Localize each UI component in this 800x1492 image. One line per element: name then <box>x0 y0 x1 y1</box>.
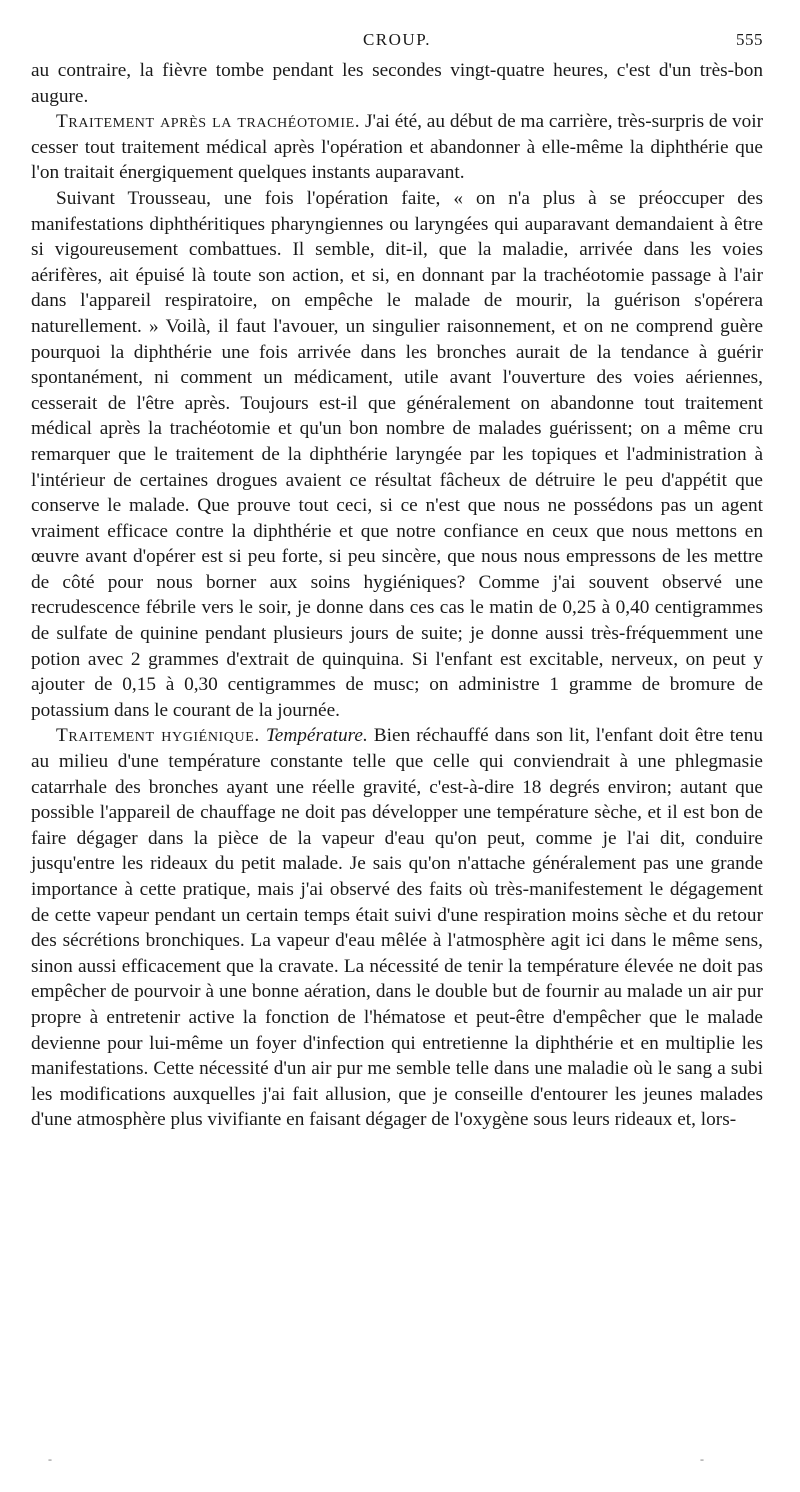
running-head <box>31 28 763 58</box>
paragraph-text: Bien réchauffé dans son lit, l'enfant doit être tenu au milieu d'une température constante telle que celle qui conviendrait à une phlegmasie catarrhale des bronches ayant une réelle gravité, c'est-à-dire 18 degrés environ; autant que possible l'appareil de chauffage ne doit pas développer une température sèche, et il est bon de faire dégager dans la pièce de la vapeur d'eau qu'on peut, comme je l'ai dit, conduire jusqu'entre les rideaux du petit malade. Je sais qu'on n'attache généralement pas une grande importance à cette pratique, mais j'ai observé des faits où très-manifestement le dégagement de cette vapeur pendant un certain temps était suivi d'une respiration moins sèche et du retour des sécrétions bronchiques. La vapeur d'eau mêlée à l'atmosphère agit ici dans le même sens, sinon aussi efficacement que la cravate. La nécessité de tenir la température élevée ne doit pas empêcher de pourvoir à une bonne aération, dans le double but de fournir au malade un air pur propre à entretenir active la fonction de l'hématose et peut-être d'empêcher que le malade devienne pour lui-même un foyer d'infection qui entretienne la diphthérie et en multiplie les manifestations. Cette nécessité d'un air pur me semble telle dans une maladie où le sang a subi les modifications auxquelles j'ai fait allusion, que je conseille d'entourer les jeunes malades d'une atmosphère plus vivifiante en faisant dégager de l'oxygène sous leurs rideaux et, lors- <box>31 725 763 1131</box>
running-title: CROUP. <box>362 30 432 49</box>
paragraph-hygienic-treatment <box>31 723 763 1133</box>
paragraph-trousseau: Suivant Trousseau, une fois l'opération faite, « on n'a plus à se préoccuper des manifestations diphthéritiques pharyngiennes ou laryngées qui auparavant demandaient à être si vigoureusement combattues. Il semble, dit-il, que la maladie, arrivée dans les voies aérifères, ait épuisé là toute son action, et si, en donnant par la trachéotomie passage à l'air dans l'appareil respiratoire, on empêche le malade de mourir, la guérison s'opérera naturellement. » Voilà, il faut l'avouer, un singulier raisonnement, et on ne comprend guère pourquoi la diphthérie une fois arrivée dans les bronches aurait de la tendance à guérir spontanément, ni comment un médicament, utile avant l'ouverture des voies aériennes, cesserait de l'être après. Toujours est-il que généralement on abandonne tout traitement médical après la trachéotomie et qu'un bon nombre de malades guérissent; on a même cru remarquer que le traitement de la diphthérie laryngée par les topiques et l'administration à l'intérieur de certaines drogues avaient ce résultat fâcheux de détruire le peu d'appétit que conserve le malade. Que prouve tout ceci, si ce n'est que nous ne possédons pas un agent vraiment efficace contre la diphthérie et que notre confiance en ceux que nous mettons en œuvre avant d'opérer est si peu forte, si peu sincère, que nous nous empressons de les mettre de côté pour nous borner aux soins hygiéniques? Comme j'ai souvent observé une recrudescence fébrile vers le soir, je donne dans ces cas le matin de 0,25 à 0,40 centigrammes de sulfate de quinine pendant plusieurs jours de suite; je donne aussi très-fréquemment une potion avec 2 grammes d'extrait de quinquina. Si l'enfant est excitable, nerveux, on peut y ajouter de 0,15 à 0,30 centigrammes de musc; on administre 1 gramme de bromure de potassium dans le courant de la journée. <box>31 187 763 721</box>
section-heading-hygienic-treatment: Traitement hygiénique. <box>56 725 260 747</box>
section-heading-treatment-after-tracheotomy: Traitement après la trachéotomie. <box>56 111 361 133</box>
footer-mark-right: - <box>700 1452 704 1466</box>
footer-mark-left: - <box>48 1452 52 1466</box>
paragraph-treatment-after-tracheotomy <box>31 109 763 186</box>
book-page <box>31 28 763 1133</box>
paragraph-continuation: au contraire, la fièvre tombe pendant les secondes vingt-quatre heures, c'est d'un très-bon augure. <box>31 60 763 107</box>
page-number: 555 <box>736 30 763 49</box>
paragraph-text: J'ai été, au début de ma carrière, très-surpris de voir cesser tout traitement médical après l'opération et abandonner à elle-même la diphthérie que l'on traitait énergiquement quelques instants auparavant. <box>31 111 764 184</box>
body-text <box>31 58 763 1133</box>
subheading-temperature: Température. <box>265 725 368 747</box>
